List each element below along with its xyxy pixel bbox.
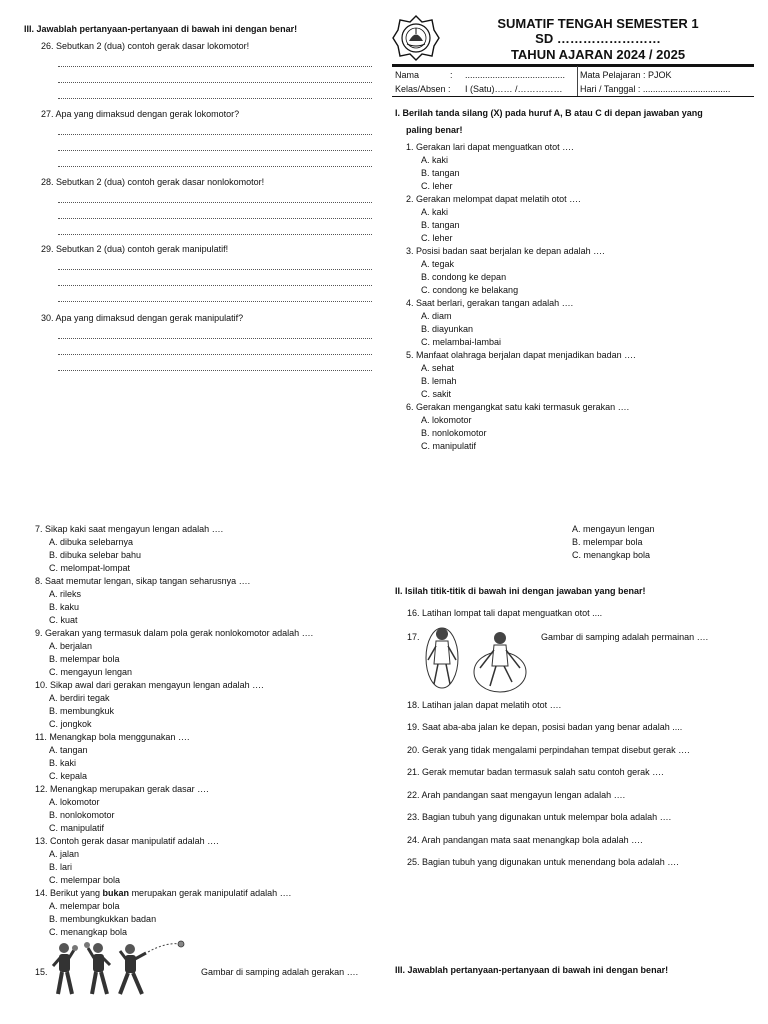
- question-28: 28. Sebutkan 2 (dua) contoh gerak dasar nonlokomotor!: [41, 177, 265, 187]
- question-17-text: Gambar di samping adalah permainan ….: [541, 632, 709, 642]
- option-6b[interactable]: B. nonlokomotor: [421, 428, 487, 438]
- question-24: 24. Arah pandangan mata saat menangkap bola adalah ….: [407, 835, 643, 845]
- nama-label: Nama: [395, 70, 420, 80]
- question-9: 9. Gerakan yang termasuk dalam pola gerak nonlokomotor adalah ….: [35, 628, 314, 638]
- option-13c[interactable]: C. melempar bola: [49, 875, 121, 885]
- question-27: 27. Apa yang dimaksud dengan gerak lokomotor?: [41, 109, 240, 119]
- option-3a[interactable]: A. tegak: [421, 259, 455, 269]
- option-1b[interactable]: B. tangan: [421, 168, 460, 178]
- question-15-number: 15.: [35, 967, 48, 977]
- question-18: 18. Latihan jalan dapat melatih otot ….: [407, 700, 562, 710]
- question-21: 21. Gerak memutar badan termasuk salah satu contoh gerak ….: [407, 767, 664, 777]
- option-12b[interactable]: B. nonlokomotor: [49, 810, 115, 820]
- question-2: 2. Gerakan melompat dapat melatih otot ….: [406, 194, 581, 204]
- option-13a[interactable]: A. jalan: [49, 849, 80, 859]
- question-26: 26. Sebutkan 2 (dua) contoh gerak dasar lokomotor!: [41, 41, 250, 51]
- option-2b[interactable]: B. tangan: [421, 220, 460, 230]
- option-5a[interactable]: A. sehat: [421, 363, 455, 373]
- question-4: 4. Saat berlari, gerakan tangan adalah ….: [406, 298, 574, 308]
- option-7b[interactable]: B. dibuka selebar bahu: [49, 550, 142, 560]
- option-7a[interactable]: A. dibuka selebarnya: [49, 537, 134, 547]
- option-5b[interactable]: B. lemah: [421, 376, 457, 386]
- question-16: 16. Latihan lompat tali dapat menguatkan otot ....: [407, 608, 603, 618]
- option-10a[interactable]: A. berdiri tegak: [49, 693, 110, 703]
- answer-line[interactable]: [58, 218, 372, 219]
- question-3: 3. Posisi badan saat berjalan ke depan adalah ….: [406, 246, 605, 256]
- school-year: TAHUN AJARAN 2024 / 2025: [510, 47, 686, 62]
- option-4c[interactable]: C. melambai-lambai: [421, 337, 502, 347]
- option-9a[interactable]: A. berjalan: [49, 641, 93, 651]
- option-10b[interactable]: B. membungkuk: [49, 706, 115, 716]
- header-bottom-divider: [392, 96, 754, 97]
- question-5: 5. Manfaat olahraga berjalan dapat menjadikan badan ….: [406, 350, 636, 360]
- option-14c[interactable]: C. menangkap bola: [49, 927, 128, 937]
- question-17-number: 17.: [407, 632, 420, 642]
- answer-line[interactable]: [58, 285, 372, 286]
- option-9b[interactable]: B. melempar bola: [49, 654, 120, 664]
- school-emblem-logo: [392, 14, 440, 62]
- question-1: 1. Gerakan lari dapat menguatkan otot ….: [406, 142, 574, 152]
- answer-line[interactable]: [58, 66, 372, 67]
- kelas-label: Kelas/Absen :: [395, 84, 451, 94]
- question-11: 11. Menangkap bola menggunakan ….: [35, 732, 190, 742]
- question-10: 10. Sikap awal dari gerakan mengayun lengan adalah ….: [35, 680, 264, 690]
- option-10c[interactable]: C. jongkok: [49, 719, 92, 729]
- section1-title-cont: paling benar!: [406, 125, 463, 135]
- option-11b[interactable]: B. kaki: [49, 758, 77, 768]
- question-7: 7. Sikap kaki saat mengayun lengan adalah ….: [35, 524, 224, 534]
- answer-line[interactable]: [58, 269, 372, 270]
- question-25: 25. Bagian tubuh yang digunakan untuk menendang bola adalah ….: [407, 857, 679, 867]
- option-15b[interactable]: B. melempar bola: [572, 537, 643, 547]
- option-7c[interactable]: C. melompat-lompat: [49, 563, 131, 573]
- hari-tanggal-field[interactable]: Hari / Tanggal : ...................................: [580, 84, 731, 94]
- option-5c[interactable]: C. sakit: [421, 389, 452, 399]
- question-14: [35, 888, 291, 899]
- nama-colon: :: [450, 70, 453, 80]
- option-8a[interactable]: A. rileks: [49, 589, 82, 599]
- answer-line[interactable]: [58, 354, 372, 355]
- option-2c[interactable]: C. leher: [421, 233, 453, 243]
- option-13b[interactable]: B. lari: [49, 862, 73, 872]
- answer-line[interactable]: [58, 338, 372, 339]
- option-15c[interactable]: C. menangkap bola: [572, 550, 651, 560]
- answer-line[interactable]: [58, 301, 372, 302]
- option-15a[interactable]: A. mengayun lengan: [572, 524, 655, 534]
- answer-line[interactable]: [58, 234, 372, 235]
- section3-bottom-title: III. Jawablah pertanyaan-pertanyaan di bawah ini dengan benar!: [395, 965, 669, 975]
- option-2a[interactable]: A. kaki: [421, 207, 449, 217]
- question-22: 22. Arah pandangan saat mengayun lengan adalah ….: [407, 790, 626, 800]
- question-14-emphasis: bukan: [102, 888, 130, 898]
- option-11c[interactable]: C. kepala: [49, 771, 88, 781]
- answer-line[interactable]: [58, 150, 372, 151]
- answer-line[interactable]: [58, 166, 372, 167]
- answer-line[interactable]: [58, 134, 372, 135]
- option-4a[interactable]: A. diam: [421, 311, 452, 321]
- jump-rope-illustration: [420, 624, 538, 698]
- question-30: 30. Apa yang dimaksud dengan gerak manipulatif?: [41, 313, 244, 323]
- option-6c[interactable]: C. manipulatif: [421, 441, 477, 451]
- section3-top-title: III. Jawablah pertanyaan-pertanyaan di bawah ini dengan benar!: [24, 24, 298, 34]
- option-11a[interactable]: A. tangan: [49, 745, 88, 755]
- kelas-field[interactable]: I (Satu)…… /……………: [465, 84, 563, 94]
- option-8b[interactable]: B. kaku: [49, 602, 80, 612]
- exam-title: SUMATIF TENGAH SEMESTER 1: [497, 16, 699, 31]
- question-19: 19. Saat aba-aba jalan ke depan, posisi badan yang benar adalah ....: [407, 722, 683, 732]
- question-20: 20. Gerak yang tidak mengalami perpindahan tempat disebut gerak ….: [407, 745, 690, 755]
- option-6a[interactable]: A. lokomotor: [421, 415, 472, 425]
- mapel-field: Mata Pelajaran : PJOK: [580, 70, 672, 80]
- question-6: 6. Gerakan mengangkat satu kaki termasuk gerakan ….: [406, 402, 630, 412]
- option-9c[interactable]: C. mengayun lengan: [49, 667, 133, 677]
- header-column-divider: [577, 66, 578, 96]
- option-3c[interactable]: C. condong ke belakang: [421, 285, 519, 295]
- section2-title: II. Isilah titik-titik di bawah ini dengan jawaban yang benar!: [395, 586, 646, 596]
- header-divider: [392, 64, 754, 67]
- answer-line[interactable]: [58, 98, 372, 99]
- option-14b[interactable]: B. membungkukkan badan: [49, 914, 157, 924]
- option-8c[interactable]: C. kuat: [49, 615, 78, 625]
- question-8: 8. Saat memutar lengan, sikap tangan seharusnya ….: [35, 576, 251, 586]
- option-3b[interactable]: B. condong ke depan: [421, 272, 507, 282]
- question-12: 12. Menangkap merupakan gerak dasar ….: [35, 784, 209, 794]
- question-29: 29. Sebutkan 2 (dua) contoh gerak manipulatif!: [41, 244, 229, 254]
- school-name: SD ……………………: [535, 31, 661, 46]
- question-14-post: merupakan gerak manipulatif adalah ….: [129, 888, 292, 898]
- option-12a[interactable]: A. lokomotor: [49, 797, 100, 807]
- option-1c[interactable]: C. leher: [421, 181, 453, 191]
- question-15-text: Gambar di samping adalah gerakan ….: [201, 967, 359, 977]
- option-4b[interactable]: B. diayunkan: [421, 324, 474, 334]
- option-12c[interactable]: C. manipulatif: [49, 823, 105, 833]
- question-13: 13. Contoh gerak dasar manipulatif adalah ….: [35, 836, 219, 846]
- question-14-pre: 14. Berikut yang: [35, 888, 103, 898]
- section1-title: I. Berilah tanda silang (X) pada huruf A, B atau C di depan jawaban yang: [395, 108, 703, 118]
- question-23: 23. Bagian tubuh yang digunakan untuk melempar bola adalah ….: [407, 812, 672, 822]
- answer-line[interactable]: [58, 370, 372, 371]
- answer-line[interactable]: [58, 82, 372, 83]
- throwing-ball-illustration: [50, 938, 186, 1002]
- answer-line[interactable]: [58, 202, 372, 203]
- option-1a[interactable]: A. kaki: [421, 155, 449, 165]
- option-14a[interactable]: A. melempar bola: [49, 901, 120, 911]
- nama-field[interactable]: ........................................: [465, 70, 566, 80]
